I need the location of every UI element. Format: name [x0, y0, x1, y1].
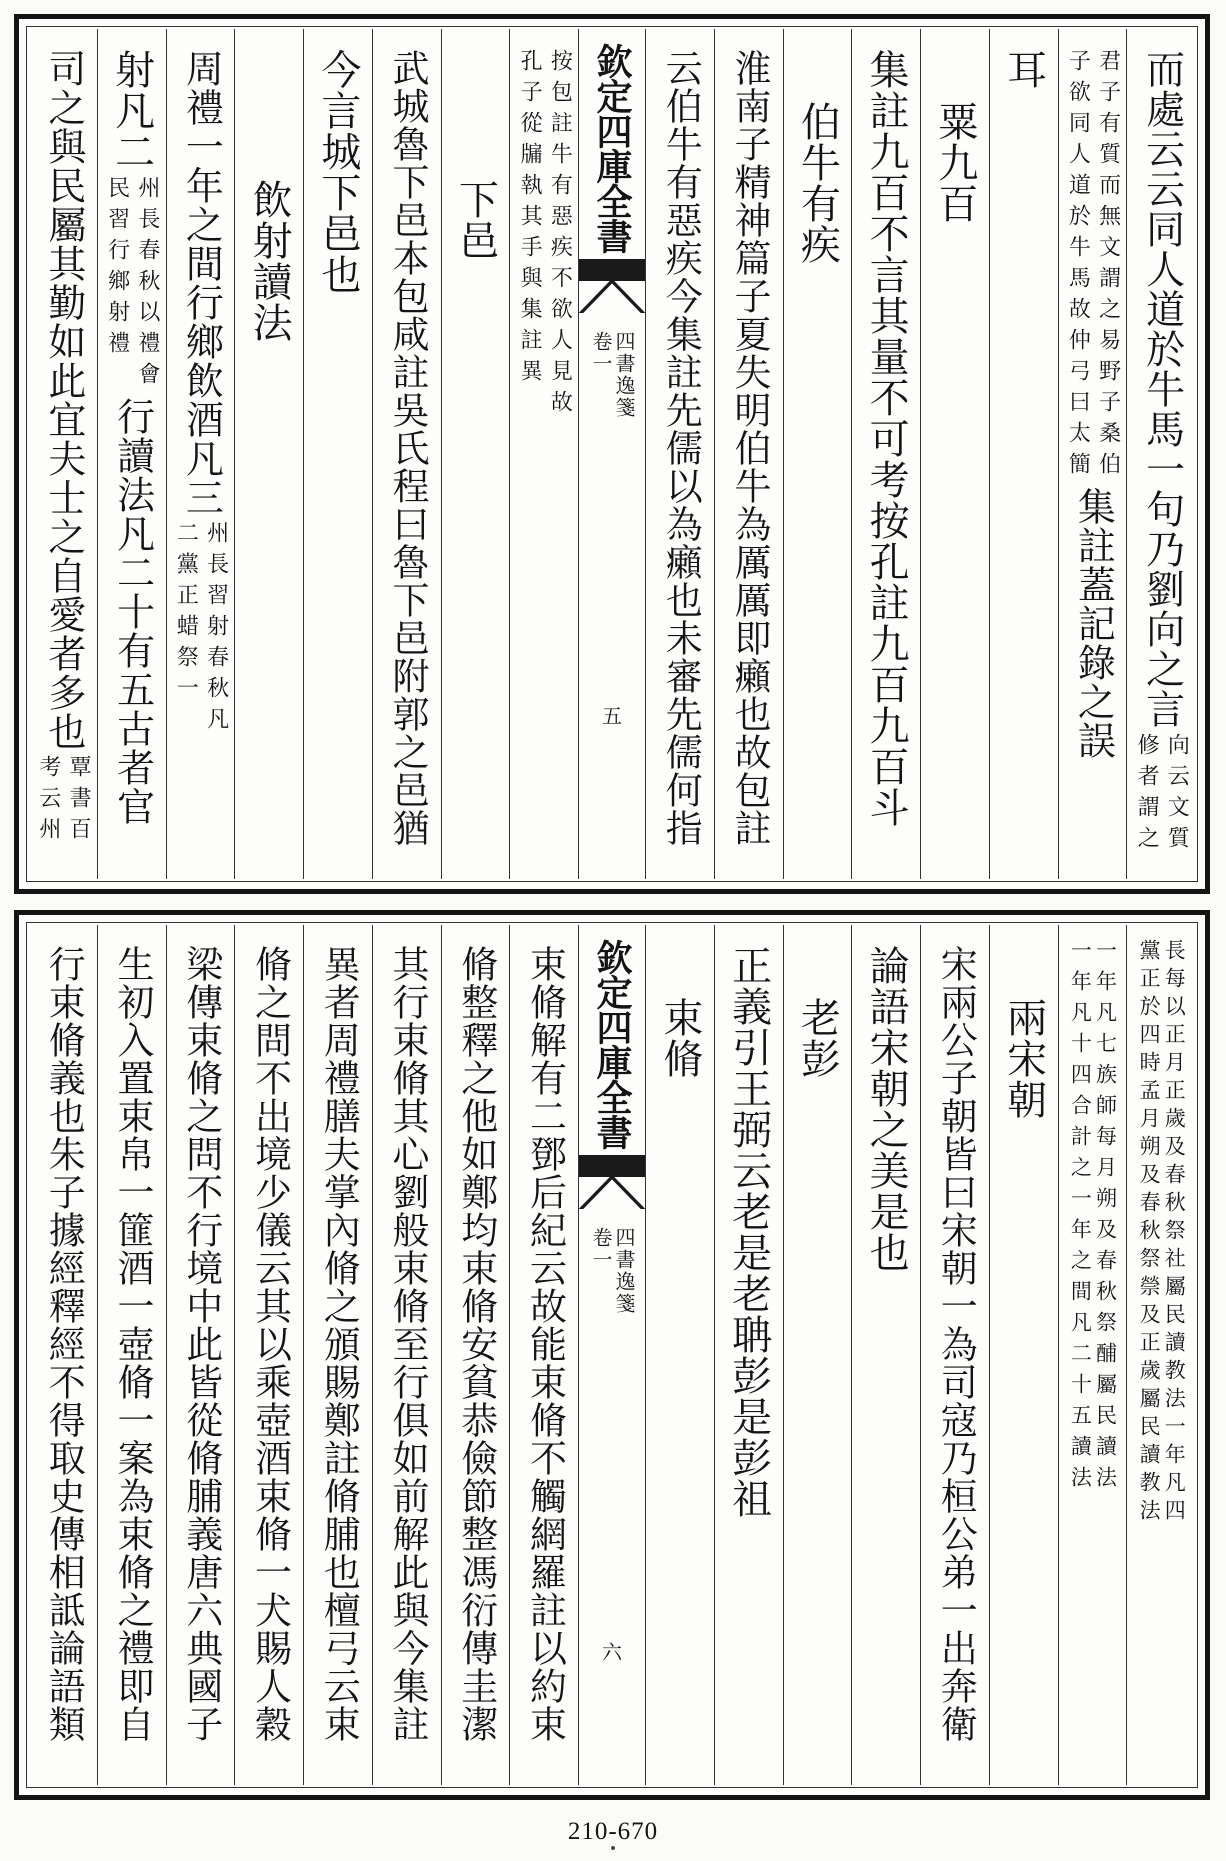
book-title: 欽定四庫全書: [591, 939, 633, 1149]
main-text: 司之與民屬其勤如此宜夫士之自愛者多也: [41, 49, 86, 751]
text-column: [509, 29, 578, 879]
main-text: 正義引王弼云老是老聃彭是彭祖: [725, 945, 772, 1519]
column-mixed: [1065, 29, 1119, 879]
top-page-frame: [14, 14, 1210, 894]
text-column: [920, 925, 989, 1785]
main-text: 脩整釋之他如鄭均束脩安貧恭儉節整馮衍傳圭潔: [454, 945, 498, 1743]
bottom-page-frame: [14, 910, 1210, 1800]
main-text: 射凡二: [108, 49, 155, 172]
entry-heading: 飲射讀法: [246, 179, 293, 343]
column-mixed: [36, 29, 90, 879]
main-text: 宋兩公子朝皆曰宋朝一為司寇乃桓公弟一出奔衛: [934, 945, 978, 1743]
annotation-text: 考云州: [35, 755, 61, 848]
text-column: [166, 29, 235, 879]
main-text: 束脩解有二鄧后紀云故能束脩不觸網羅註以約束: [523, 945, 567, 1743]
annotation-group: [173, 517, 227, 738]
main-text: 其行束脩其心劉般束脩至行俱如前解此與今集註: [386, 945, 430, 1743]
column-mixed: [1134, 29, 1188, 879]
text-column: [851, 29, 920, 879]
text-column: [989, 29, 1058, 879]
book-name: 四書逸箋: [612, 331, 636, 419]
fold-page-number: 六: [602, 1640, 622, 1664]
text-column: [1058, 925, 1127, 1785]
text-column: [645, 925, 714, 1785]
text-column: [29, 925, 97, 1785]
main-text: 集註蓋記錄之誤: [1071, 487, 1116, 760]
entry-heading: 老彭: [794, 997, 841, 1079]
text-column: [303, 925, 372, 1785]
book-info: [590, 331, 634, 419]
main-text: 行束脩義也朱子據經釋經不得取史傳相詆論語類: [42, 945, 86, 1743]
fold-column: [578, 925, 645, 1785]
annotation-text: 按包註牛有惡疾不欲人見故: [547, 49, 573, 421]
entry-heading: 兩宋朝: [1000, 997, 1047, 1120]
annotation-text: 二黨正蜡祭一: [173, 521, 199, 707]
text-column: [234, 29, 303, 879]
main-text: 而處云云同人道於牛馬一句乃劉向之言: [1139, 49, 1185, 729]
annotation-text: 民習行鄉射禮: [104, 176, 130, 362]
page-number: 210-670: [567, 1818, 659, 1845]
annotation-text: 長每以正月正歲及春秋祭社屬民讀教法一年凡四: [1162, 939, 1187, 1527]
annotation-text: 修者謂之: [1134, 733, 1160, 857]
annotation-text: 向云文質: [1164, 733, 1190, 857]
main-text: 行讀法凡二十有五古者官: [110, 397, 155, 826]
text-column: [714, 925, 783, 1785]
annotation-group: [1137, 925, 1185, 1785]
book-info: [590, 1227, 634, 1315]
text-column: [989, 925, 1058, 1785]
annotation-text: 子欲同人道於牛馬故仲弓曰太簡: [1065, 49, 1091, 483]
main-text: 淮南子精神篇子夏失明伯牛為厲厲即癩也故包註: [728, 49, 772, 847]
annotation-text: 州長春秋以禮會: [134, 176, 160, 393]
main-text: 脩之問不出境少儀云其以乘壺酒束脩一犬賜人穀: [248, 945, 292, 1743]
text-column: [372, 29, 441, 879]
entry-heading: 下邑: [452, 179, 499, 261]
volume-label: 卷一: [589, 331, 613, 375]
text-column: [645, 29, 714, 879]
text-column: [29, 29, 97, 879]
text-column: [441, 29, 510, 879]
text-column: [97, 925, 166, 1785]
text-column: [441, 925, 510, 1785]
main-text: 生初入置束帛一篚酒一壺脩一案為束脩之禮即自: [111, 945, 155, 1743]
annotation-group: [104, 172, 158, 393]
main-text: 集註九百不言其量不可考按孔註九百九百斗: [863, 49, 910, 828]
text-column: [1126, 29, 1195, 879]
volume-label: 卷一: [589, 1227, 613, 1271]
text-column: [1126, 925, 1195, 1785]
entry-heading: 束脩: [656, 997, 703, 1079]
text-column: [234, 925, 303, 1785]
annotation-text: 君子有質而無文謂之易野子桑伯: [1095, 49, 1121, 483]
annotation-text: 一年凡七族師每月朔及春秋祭酺屬民讀法: [1093, 939, 1118, 1497]
column-mixed: [173, 29, 227, 879]
fold-page-number: 五: [602, 704, 622, 728]
text-column: [851, 925, 920, 1785]
annotation-group: [1134, 729, 1188, 857]
top-page-columns: [29, 29, 1195, 879]
text-column: [920, 29, 989, 879]
text-column: [783, 925, 852, 1785]
annotation-text: 黨正於四時孟月朔及春秋祭禜及正歲屬民讀教法: [1137, 939, 1162, 1527]
column-mixed: [104, 29, 158, 879]
fishtail-ornament: [579, 1155, 645, 1215]
main-text: 異者周禮膳夫掌內脩之頒賜鄭註脩脯也檀弓云束: [317, 945, 361, 1743]
annotation-group: [517, 29, 571, 879]
main-text: 武城魯下邑本包咸註吳氏程曰魯下邑附郭之邑猶: [386, 49, 430, 847]
text-column: [714, 29, 783, 879]
fold-column: [578, 29, 645, 879]
annotation-text: 州長習射春秋凡: [203, 521, 229, 738]
main-text: 耳: [1000, 49, 1047, 90]
entry-heading: 伯牛有疾: [794, 101, 841, 265]
text-column: [303, 29, 372, 879]
annotation-text: 一年凡十四合計之一年之間凡二十五讀法: [1068, 939, 1093, 1497]
text-column: [97, 29, 166, 879]
book-title: 欽定四庫全書: [591, 43, 633, 253]
text-column: [1058, 29, 1127, 879]
main-text: 今言城下邑也: [314, 49, 361, 295]
bottom-page-columns: [29, 925, 1195, 1785]
fishtail-ornament: [579, 259, 645, 319]
entry-heading: 粟九百: [931, 101, 978, 224]
main-text: 周禮一年之間行鄉飲酒凡三: [179, 49, 224, 517]
text-column: [166, 925, 235, 1785]
main-text: 論語宋朝之美是也: [863, 945, 910, 1273]
annotation-group: [36, 751, 90, 848]
registration-dot: [611, 1846, 615, 1850]
annotation-text: 孔子從牖執其手與集註異: [517, 49, 543, 390]
main-text: 云伯牛有惡疾今集註先儒以為癩也未審先儒何指: [659, 49, 703, 847]
annotation-group: [1065, 49, 1119, 483]
main-text: 梁傳束脩之問不行境中此皆從脩脯義唐六典國子: [179, 945, 223, 1743]
text-column: [783, 29, 852, 879]
text-column: [509, 925, 578, 1785]
text-column: [372, 925, 441, 1785]
annotation-text: 覃書百: [66, 755, 92, 848]
annotation-group: [1068, 925, 1116, 1785]
book-name: 四書逸箋: [612, 1227, 636, 1315]
